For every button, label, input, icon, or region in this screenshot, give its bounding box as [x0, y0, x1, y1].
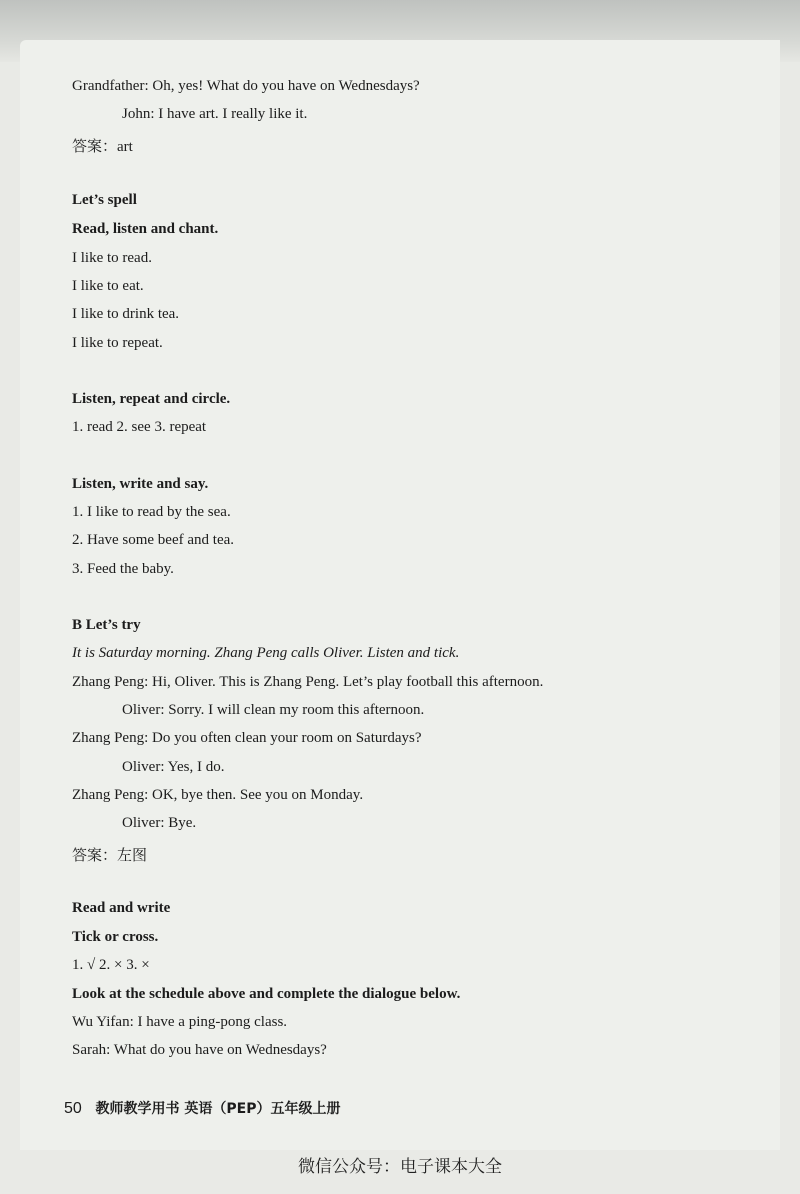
section-heading: Read and write: [72, 900, 171, 916]
section-heading: B Let’s try: [72, 617, 141, 633]
dialogue-line: Oliver: Sorry. I will clean my room this afternoon.: [122, 702, 425, 718]
chant-line: I like to repeat.: [72, 335, 163, 351]
answer-line: 答案：art: [72, 139, 133, 155]
dialogue-line: Grandfather: Oh, yes! What do you have on Wednesdays?: [72, 78, 420, 94]
subsection-heading: Look at the schedule above and complete the dialogue below.: [72, 986, 461, 1002]
dialogue-line: Wu Yifan: I have a ping-pong class.: [72, 1014, 288, 1030]
subsection-heading: Read, listen and chant.: [72, 221, 219, 237]
dialogue-line: John: I have art. I really like it.: [122, 106, 308, 122]
dialogue-line: Zhang Peng: Do you often clean your room on Saturdays?: [72, 730, 422, 746]
list-item: 3. Feed the baby.: [72, 561, 174, 577]
answer-line: 答案：左图: [72, 848, 148, 864]
book-title: 教师教学用书 英语（PEP）五年级上册: [95, 1101, 341, 1117]
bleed-through-background: [440, 80, 770, 1080]
answer-line: 1. read 2. see 3. repeat: [72, 419, 207, 435]
list-item: 1. I like to read by the sea.: [72, 504, 231, 520]
list-item: 2. Have some beef and tea.: [72, 532, 235, 548]
dialogue-line: Zhang Peng: Hi, Oliver. This is Zhang Peng. Let’s play football this afternoon.: [72, 674, 544, 690]
page-footer: [64, 1098, 341, 1118]
subsection-heading: Listen, write and say.: [72, 476, 209, 492]
page-number: 50: [64, 1100, 82, 1117]
watermark-text: 微信公众号：电子课本大全: [298, 1157, 502, 1177]
chant-line: I like to read.: [72, 250, 152, 266]
instruction-line: It is Saturday morning. Zhang Peng calls Oliver. Listen and tick.: [72, 645, 460, 661]
chant-line: I like to eat.: [72, 278, 144, 294]
dialogue-line: Oliver: Bye.: [122, 815, 197, 831]
dialogue-line: Oliver: Yes, I do.: [122, 759, 225, 775]
chant-line: I like to drink tea.: [72, 306, 180, 322]
subsection-heading: Listen, repeat and circle.: [72, 391, 231, 407]
section-heading: Let’s spell: [72, 192, 137, 208]
dialogue-line: Sarah: What do you have on Wednesdays?: [72, 1042, 327, 1058]
answer-line: 1. √ 2. × 3. ×: [72, 957, 150, 973]
subsection-heading: Tick or cross.: [72, 929, 159, 945]
dialogue-line: Zhang Peng: OK, bye then. See you on Monday.: [72, 787, 364, 803]
